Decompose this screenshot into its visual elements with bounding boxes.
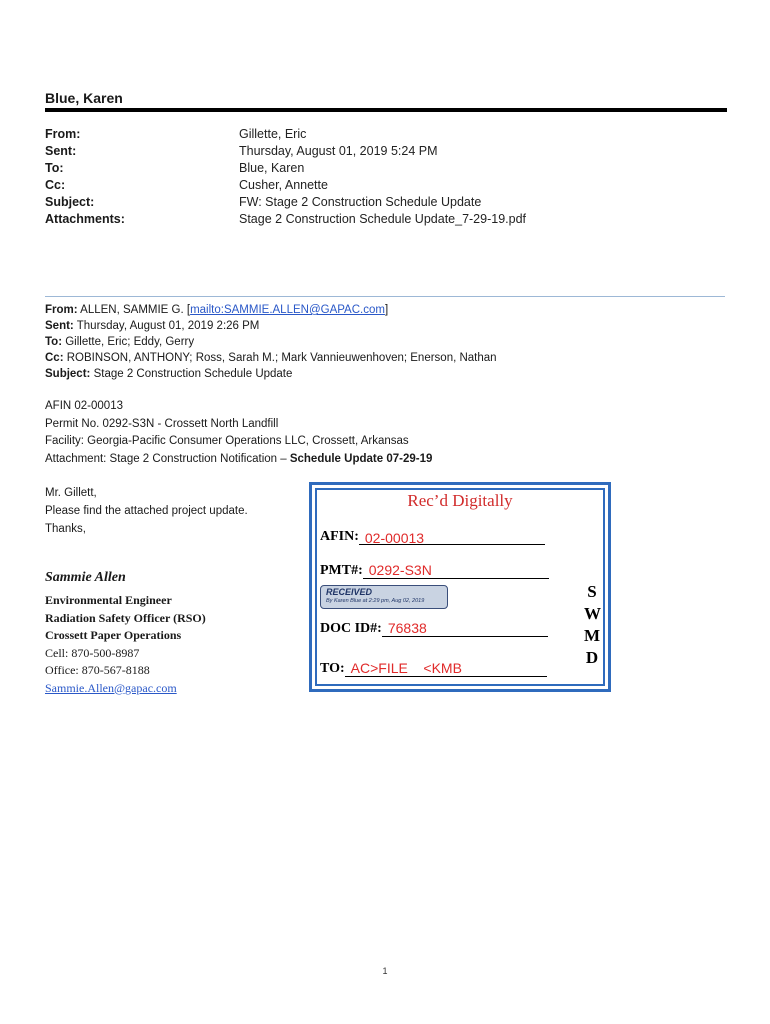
stamp-doc-field <box>320 621 548 637</box>
header-to-row <box>45 160 526 177</box>
header-sent-label: Sent: <box>45 144 77 158</box>
fwd-from-label: From: <box>45 304 78 316</box>
received-badge-title: RECEIVED <box>326 587 373 597</box>
stamp-afin-value: 02-00013 <box>364 530 425 546</box>
signature-name: Sammie Allen <box>45 570 126 585</box>
fwd-cc-value: ROBINSON, ANTHONY; Ross, Sarah M.; Mark Vannieuwenhoven; Enerson, Nathan <box>66 352 497 364</box>
stamp-afin-field <box>320 529 545 545</box>
owner-divider <box>45 108 727 112</box>
greeting <box>45 484 248 538</box>
header-subject-label: Subject: <box>45 195 95 209</box>
header-subject-row <box>45 194 526 211</box>
swmd-letter-w: W <box>584 604 601 623</box>
greeting-line-2: Please find the attached project update. <box>45 505 248 517</box>
stamp-pmt-field <box>320 563 549 579</box>
header-subject-value: FW: Stage 2 Construction Schedule Update <box>239 195 482 209</box>
stamp-doc-value: 76838 <box>387 620 427 636</box>
body-permit: Permit No. 0292-S3N - Crossett North Landfill <box>45 417 279 430</box>
fwd-sent-label: Sent: <box>45 320 74 332</box>
fwd-from-close: ] <box>384 304 389 316</box>
document-owner-name: Blue, Karen <box>45 90 123 106</box>
body-facility: Facility: Georgia-Pacific Consumer Operations LLC, Crossett, Arkansas <box>45 435 409 447</box>
fwd-cc-line <box>45 350 497 366</box>
fwd-mailto-link[interactable]: mailto:SAMMIE.ALLEN@GAPAC.com <box>190 304 385 316</box>
fwd-subject-value: Stage 2 Construction Schedule Update <box>93 368 293 380</box>
signature-block <box>45 570 206 697</box>
fwd-cc-label: Cc: <box>45 352 64 364</box>
header-attachments-label: Attachments: <box>45 212 125 226</box>
stamp-doc-label: DOC ID#: <box>320 621 382 636</box>
received-stamp <box>309 482 611 692</box>
body-attachment-prefix: Attachment: Stage 2 Construction Notification – <box>45 452 290 465</box>
header-cc-label: Cc: <box>45 178 66 192</box>
header-from-label: From: <box>45 127 81 141</box>
fwd-sent-line <box>45 318 497 334</box>
stamp-to-label: TO: <box>320 661 345 676</box>
stamp-title: Rec’d Digitally <box>407 491 513 510</box>
body-afin: AFIN 02-00013 <box>45 400 123 412</box>
signature-title-1: Environmental Engineer <box>45 593 172 607</box>
stamp-pmt-value: 0292-S3N <box>368 562 432 578</box>
header-attachments-value: Stage 2 Construction Schedule Update_7-29-19.pdf <box>239 212 526 226</box>
body-attachment-bold: Schedule Update 07-29-19 <box>289 452 433 465</box>
stamp-pmt-line <box>363 564 549 579</box>
signature-title-2: Radiation Safety Officer (RSO) <box>45 610 206 625</box>
header-cc-row <box>45 177 526 194</box>
header-to-label: To: <box>45 161 64 175</box>
greeting-line-3: Thanks, <box>45 523 86 535</box>
stamp-afin-line <box>359 530 545 545</box>
fwd-subject-label: Subject: <box>45 368 91 380</box>
signature-office: Office: 870-567-8188 <box>45 663 150 677</box>
forward-divider <box>45 296 725 297</box>
stamp-swmd <box>584 581 600 669</box>
signature-cell: Cell: 870-500-8987 <box>45 645 140 660</box>
swmd-letter-m: M <box>584 626 601 645</box>
header-to-value: Blue, Karen <box>239 161 305 175</box>
header-sent-value: Thursday, August 01, 2019 5:24 PM <box>239 144 438 158</box>
swmd-letter-s: S <box>587 582 597 601</box>
fwd-subject-line <box>45 366 497 382</box>
header-attachments-row <box>45 211 526 228</box>
stamp-afin-label: AFIN: <box>320 529 359 544</box>
signature-title-3: Crossett Paper Operations <box>45 628 182 642</box>
fwd-to-value: Gillette, Eric; Eddy, Gerry <box>65 336 195 348</box>
fwd-from-line <box>45 302 497 318</box>
signature-email-link[interactable]: Sammie.Allen@gapac.com <box>45 680 177 695</box>
email-body <box>45 398 432 468</box>
page-number: 1 <box>382 966 388 976</box>
header-from-value: Gillette, Eric <box>239 127 307 141</box>
stamp-to-line <box>345 662 547 677</box>
fwd-from-value: ALLEN, SAMMIE G. [ <box>80 304 191 316</box>
swmd-letter-d: D <box>585 648 599 667</box>
received-badge-subtitle: By Karen Blue at 2:29 pm, Aug 02, 2019 <box>326 598 425 604</box>
fwd-to-line <box>45 334 497 350</box>
stamp-to-value: AC>FILE <KMB <box>350 660 462 676</box>
stamp-to-field <box>320 661 547 677</box>
fwd-to-label: To: <box>45 336 63 348</box>
header-cc-value: Cusher, Annette <box>239 178 328 192</box>
fwd-sent-value: Thursday, August 01, 2019 2:26 PM <box>76 320 260 332</box>
header-from-row <box>45 126 526 143</box>
received-badge <box>320 585 448 609</box>
stamp-pmt-label: PMT#: <box>320 563 363 578</box>
email-header <box>45 126 526 228</box>
header-sent-row <box>45 143 526 160</box>
stamp-doc-line <box>382 622 548 637</box>
forwarded-header <box>45 302 497 382</box>
body-attachment <box>45 451 432 469</box>
greeting-line-1: Mr. Gillett, <box>45 487 97 499</box>
